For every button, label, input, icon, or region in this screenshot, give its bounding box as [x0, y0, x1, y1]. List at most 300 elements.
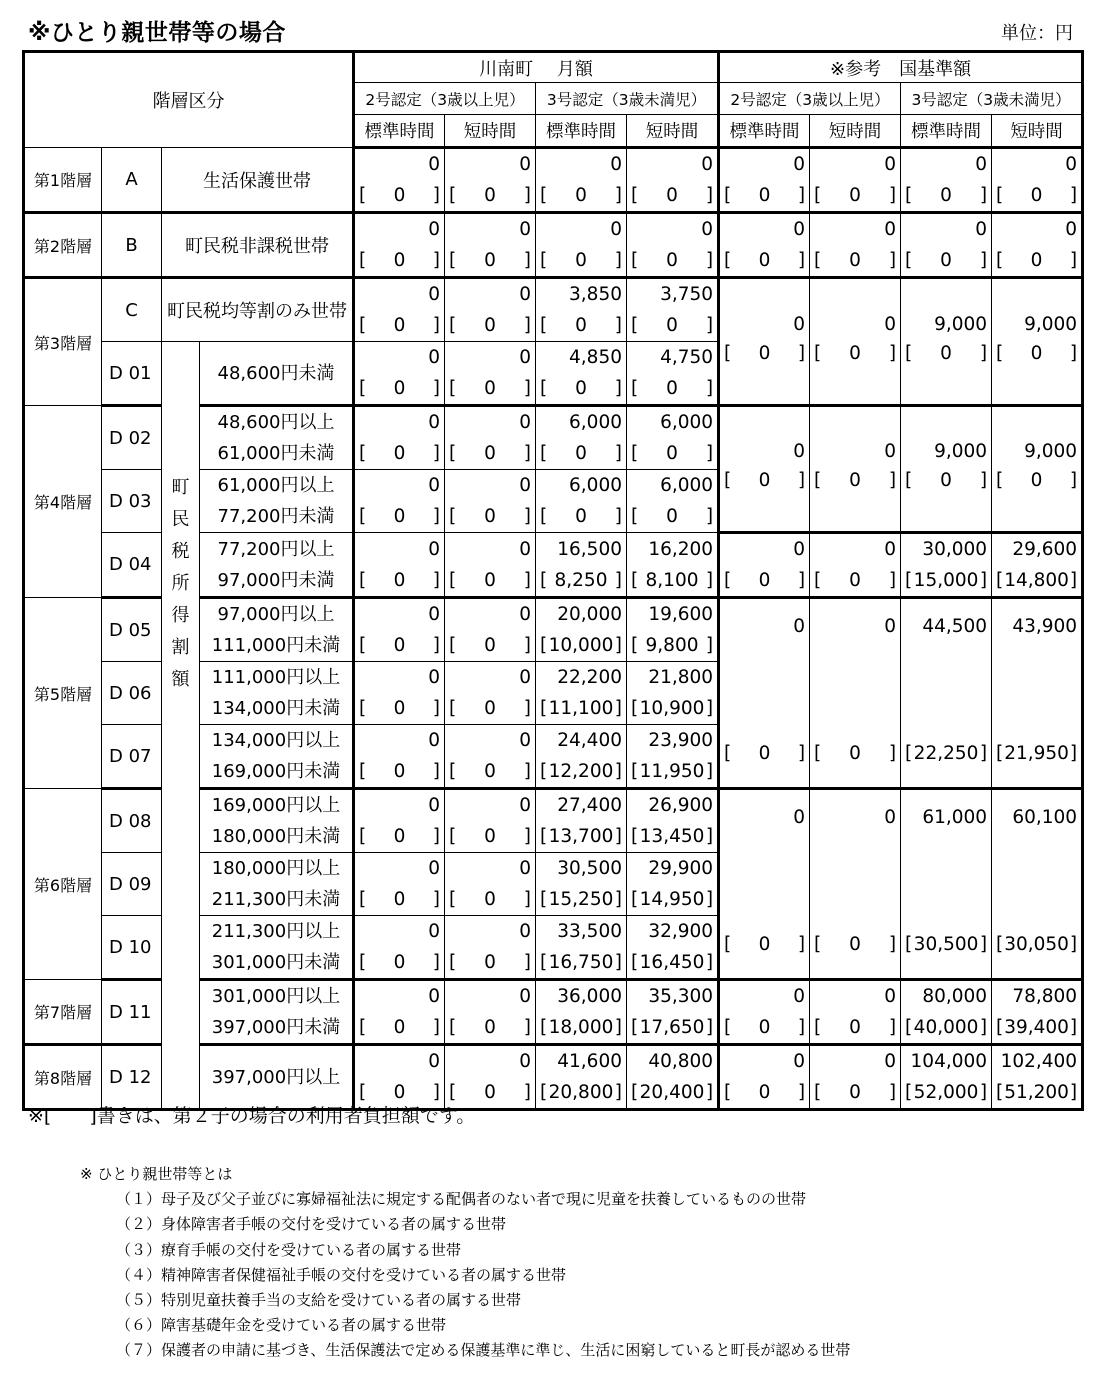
- second-child-value: 0: [575, 250, 587, 271]
- second-child-amount: [536, 821, 626, 852]
- town-fee-cell: [445, 980, 536, 1045]
- open-bracket: [: [540, 698, 548, 719]
- second-child-value: 0: [484, 1017, 496, 1038]
- national-fee-cell: [719, 598, 810, 789]
- close-bracket: ]: [523, 506, 531, 527]
- national-fee-cell: [810, 980, 901, 1045]
- second-child-value: 0: [393, 952, 406, 973]
- amount-value: 9,000: [934, 441, 988, 462]
- second-child-value: 0: [940, 185, 952, 206]
- open-bracket: [: [996, 570, 1004, 591]
- town-fee-cell: [627, 662, 719, 725]
- national-fee-cell: [901, 1045, 992, 1110]
- second-child-value: 22,250: [913, 743, 979, 764]
- page-title: ※ひとり親世帯等の場合: [28, 20, 286, 46]
- second-child-value: 18,000: [548, 1017, 614, 1038]
- amount-value: 0: [793, 313, 806, 335]
- second-child-value: 0: [758, 342, 771, 364]
- national-fee-cell: [901, 406, 992, 533]
- open-bracket: [: [449, 443, 457, 464]
- amount-value: 0: [519, 347, 531, 368]
- second-child-amount: [445, 310, 535, 341]
- second-child-value: 0: [849, 470, 861, 491]
- second-child-amount: [355, 438, 444, 469]
- amount-value: 0: [519, 604, 531, 625]
- second-child-value: 0: [484, 1082, 496, 1103]
- amount-value: 3,750: [660, 284, 714, 305]
- amount-value: 0: [610, 154, 622, 175]
- amount-value: 33,500: [557, 921, 622, 942]
- level-label: 第1階層: [24, 148, 102, 213]
- table-row: [24, 148, 1083, 213]
- income-from: 169,000円以上: [211, 795, 341, 816]
- amount-value: 0: [428, 921, 440, 942]
- close-bracket: ]: [705, 378, 714, 399]
- second-child-value: 20,800: [548, 1082, 614, 1103]
- second-child-amount: [720, 738, 809, 769]
- second-child-amount: [445, 501, 535, 532]
- second-child-value: 14,800: [1004, 570, 1069, 591]
- class-code: D 04: [102, 533, 162, 598]
- open-bracket: [: [449, 761, 457, 782]
- open-bracket: [: [631, 315, 639, 336]
- open-bracket: [: [359, 569, 367, 591]
- open-bracket: [: [814, 570, 822, 591]
- open-bracket: [: [724, 570, 732, 591]
- town-fee-cell: [445, 470, 536, 533]
- close-bracket: ]: [523, 889, 531, 910]
- amount-value: 0: [884, 1051, 897, 1072]
- open-bracket: [: [996, 185, 1004, 206]
- second-child-value: 0: [575, 185, 587, 206]
- open-bracket: [: [359, 952, 367, 973]
- second-child-value: 0: [758, 1082, 771, 1103]
- income-range: [200, 533, 354, 598]
- second-child-amount: [992, 465, 1081, 496]
- town-fee-cell: [445, 853, 536, 916]
- town-fee-cell: [627, 853, 719, 916]
- close-bracket: ]: [432, 185, 440, 206]
- national-fee-cell: [992, 598, 1083, 789]
- close-bracket: ]: [523, 443, 531, 464]
- town-fee-cell: [536, 470, 627, 533]
- open-bracket: [: [359, 1017, 367, 1038]
- national-fee-cell: [901, 278, 992, 406]
- amount-value: 41,600: [557, 1051, 622, 1072]
- national-fee-cell: [719, 278, 810, 406]
- close-bracket: ]: [705, 506, 714, 527]
- town-fee-cell: [536, 980, 627, 1045]
- header-town-cert3: 3号認定（3歳未満児）: [536, 83, 719, 115]
- second-child-amount: [536, 884, 626, 915]
- town-fee-cell: [627, 278, 719, 342]
- close-bracket: ]: [432, 952, 440, 973]
- second-child-value: 0: [666, 443, 678, 464]
- second-child-amount: [810, 929, 900, 960]
- amount-value: 29,600: [1012, 539, 1078, 560]
- amount-value: 0: [428, 347, 440, 368]
- town-fee-cell: [354, 662, 445, 725]
- open-bracket: [: [814, 934, 822, 955]
- second-child-amount: [627, 821, 717, 852]
- income-to: 169,000円未満: [211, 761, 341, 782]
- amount-value: 0: [884, 313, 897, 335]
- open-bracket: [: [359, 635, 367, 656]
- class-code: D 01: [102, 342, 162, 406]
- income-to: 180,000円未満: [211, 826, 341, 847]
- fee-table-body: [24, 148, 1083, 1110]
- open-bracket: [: [359, 185, 367, 206]
- open-bracket: [: [540, 443, 548, 464]
- income-from: 48,600円未満: [217, 362, 335, 384]
- second-child-value: 0: [758, 1017, 771, 1038]
- second-child-amount: [810, 565, 900, 596]
- open-bracket: [: [631, 889, 639, 910]
- income-basis-char: 町: [171, 477, 190, 498]
- close-bracket: ]: [979, 250, 988, 271]
- open-bracket: [: [996, 470, 1004, 491]
- class-code: D 08: [102, 789, 162, 853]
- close-bracket: ]: [888, 1017, 897, 1038]
- amount-value: 104,000: [910, 1051, 988, 1072]
- national-fee-cell: [810, 278, 901, 406]
- income-to: 77,200円未満: [217, 506, 335, 527]
- close-bracket: ]: [614, 698, 622, 719]
- second-child-value: 20,400: [639, 1082, 705, 1103]
- second-child-amount: [720, 929, 809, 960]
- household-type: 生活保護世帯: [162, 148, 354, 213]
- open-bracket: [: [449, 250, 457, 271]
- town-fee-cell: [445, 662, 536, 725]
- close-bracket: ]: [705, 250, 714, 271]
- town-fee-cell: [536, 342, 627, 406]
- close-bracket: ]: [979, 185, 988, 206]
- amount-value: 0: [1065, 154, 1078, 175]
- close-bracket: ]: [614, 952, 622, 973]
- amount-value: 0: [701, 219, 714, 240]
- second-child-amount: [536, 756, 626, 787]
- close-bracket: ]: [523, 826, 531, 847]
- close-bracket: ]: [797, 185, 806, 206]
- second-child-amount: [627, 630, 717, 661]
- table-row: [24, 278, 1083, 342]
- amount-value: 27,400: [557, 795, 622, 816]
- second-child-amount: [445, 756, 535, 787]
- second-child-value: 21,950: [1004, 743, 1069, 764]
- header-national-cert2: 2号認定（3歳以上児）: [719, 83, 901, 115]
- definition-item: （２）身体障害者手帳の交付を受けている者の属する世帯: [116, 1215, 507, 1234]
- second-child-value: 11,950: [639, 761, 705, 782]
- class-code: D 11: [102, 980, 162, 1045]
- close-bracket: ]: [432, 1017, 440, 1038]
- town-fee-cell: [445, 916, 536, 980]
- close-bracket: ]: [1069, 570, 1078, 591]
- close-bracket: ]: [614, 569, 622, 591]
- close-bracket: ]: [888, 470, 897, 491]
- amount-value: 60,100: [1012, 807, 1078, 828]
- second-child-amount: [627, 245, 717, 276]
- amount-value: 0: [793, 219, 806, 240]
- open-bracket: [: [540, 506, 548, 527]
- second-child-amount: [720, 245, 809, 276]
- household-type: 町民税均等割のみ世帯: [162, 278, 354, 342]
- town-fee-cell: [627, 148, 719, 213]
- national-fee-cell: [901, 533, 992, 598]
- close-bracket: ]: [614, 635, 622, 656]
- close-bracket: ]: [432, 506, 440, 527]
- second-child-amount: [445, 1012, 535, 1043]
- close-bracket: ]: [979, 470, 988, 491]
- second-child-value: 16,750: [548, 952, 614, 973]
- open-bracket: [: [631, 1082, 639, 1103]
- second-child-amount: [355, 565, 444, 596]
- town-fee-cell: [445, 1045, 536, 1110]
- open-bracket: [: [631, 250, 639, 271]
- close-bracket: ]: [705, 761, 714, 782]
- town-fee-cell: [536, 789, 627, 853]
- second-child-amount: [355, 756, 444, 787]
- second-child-value: 0: [484, 952, 496, 973]
- close-bracket: ]: [979, 342, 988, 364]
- income-range: [200, 342, 354, 406]
- second-child-amount: [627, 501, 717, 532]
- second-child-value: 17,650: [639, 1017, 705, 1038]
- amount-value: 0: [975, 219, 988, 240]
- town-fee-cell: [445, 148, 536, 213]
- amount-value: 0: [793, 154, 806, 175]
- header-town-c2-standard: 標準時間: [354, 115, 445, 148]
- income-range: [200, 853, 354, 916]
- close-bracket: ]: [614, 378, 622, 399]
- second-child-value: 0: [849, 1082, 861, 1103]
- income-basis-label: [162, 342, 200, 1110]
- open-bracket: [: [359, 506, 367, 527]
- town-fee-cell: [627, 342, 719, 406]
- second-child-value: 0: [393, 889, 406, 910]
- close-bracket: ]: [888, 185, 897, 206]
- second-child-value: 0: [758, 570, 771, 591]
- definition-item: （６）障害基礎年金を受けている者の属する世帯: [116, 1316, 447, 1335]
- level-label: 第7階層: [24, 980, 102, 1045]
- amount-value: 6,000: [660, 475, 714, 496]
- amount-value: 0: [428, 795, 440, 816]
- open-bracket: [: [359, 826, 367, 847]
- second-child-value: 0: [575, 378, 587, 399]
- second-child-value: 0: [484, 185, 496, 206]
- town-fee-cell: [536, 725, 627, 789]
- amount-value: 30,000: [922, 539, 988, 560]
- close-bracket: ]: [614, 185, 622, 206]
- second-child-value: 15,000: [913, 570, 979, 591]
- second-child-amount: [445, 821, 535, 852]
- amount-value: 0: [428, 1051, 440, 1072]
- open-bracket: [: [631, 826, 639, 847]
- second-child-amount: [992, 180, 1081, 211]
- open-bracket: [: [814, 1082, 822, 1103]
- amount-value: 4,750: [660, 347, 714, 368]
- national-fee-cell: [810, 533, 901, 598]
- town-fee-cell: [354, 1045, 445, 1110]
- second-child-value: 0: [849, 1017, 861, 1038]
- second-child-amount: [536, 501, 626, 532]
- national-fee-cell: [901, 148, 992, 213]
- second-child-amount: [627, 310, 717, 341]
- open-bracket: [: [449, 378, 457, 399]
- open-bracket: [: [631, 569, 639, 591]
- class-code: B: [102, 213, 162, 278]
- town-fee-cell: [445, 342, 536, 406]
- amount-value: 0: [519, 667, 531, 688]
- amount-value: 19,600: [648, 604, 714, 625]
- second-child-value: 0: [393, 378, 406, 399]
- class-code: C: [102, 278, 162, 342]
- open-bracket: [: [540, 761, 548, 782]
- unit-label: 単位：円: [1001, 23, 1073, 44]
- town-fee-cell: [627, 980, 719, 1045]
- second-child-amount: [901, 738, 991, 769]
- second-child-value: 0: [484, 635, 496, 656]
- close-bracket: ]: [705, 569, 714, 591]
- level-label: 第5階層: [24, 598, 102, 789]
- open-bracket: [: [905, 342, 913, 364]
- close-bracket: ]: [705, 443, 714, 464]
- second-child-value: 0: [393, 1017, 406, 1038]
- class-code: D 06: [102, 662, 162, 725]
- close-bracket: ]: [432, 443, 440, 464]
- second-child-value: 11,100: [548, 698, 614, 719]
- income-to: 397,000円未満: [211, 1017, 341, 1038]
- second-child-amount: [627, 180, 717, 211]
- close-bracket: ]: [888, 342, 897, 364]
- open-bracket: [: [814, 185, 822, 206]
- class-code: D 12: [102, 1045, 162, 1110]
- definition-item: （１）母子及び父子並びに寡婦福祉法に規定する配偶者のない者で現に児童を扶養しているものの世帯: [116, 1190, 807, 1209]
- amount-value: 0: [519, 154, 531, 175]
- national-fee-cell: [992, 533, 1083, 598]
- table-row: [24, 213, 1083, 278]
- close-bracket: ]: [614, 443, 622, 464]
- second-child-amount: [355, 373, 444, 404]
- open-bracket: [: [540, 250, 548, 271]
- header-national-c2-short: 短時間: [810, 115, 901, 148]
- close-bracket: ]: [523, 1017, 531, 1038]
- national-fee-cell: [810, 1045, 901, 1110]
- national-fee-cell: [719, 213, 810, 278]
- town-fee-cell: [627, 213, 719, 278]
- close-bracket: ]: [614, 506, 622, 527]
- second-child-amount: [627, 438, 717, 469]
- second-child-amount: [901, 338, 991, 369]
- definition-item: （３）療育手帳の交付を受けている者の属する世帯: [116, 1240, 462, 1259]
- second-child-value: 0: [1030, 250, 1043, 271]
- open-bracket: [: [359, 443, 367, 464]
- national-fee-cell: [901, 598, 992, 789]
- amount-value: 0: [884, 539, 897, 560]
- second-child-amount: [720, 1077, 809, 1108]
- open-bracket: [: [359, 250, 367, 271]
- open-bracket: [: [449, 1017, 457, 1038]
- open-bracket: [: [631, 635, 639, 656]
- town-fee-cell: [445, 406, 536, 470]
- income-from: 301,000円以上: [211, 986, 341, 1007]
- close-bracket: ]: [888, 570, 897, 591]
- second-child-value: 0: [393, 826, 406, 847]
- open-bracket: [: [540, 635, 548, 656]
- town-fee-cell: [354, 853, 445, 916]
- income-range: [200, 916, 354, 980]
- amount-value: 0: [884, 616, 897, 637]
- town-fee-cell: [354, 916, 445, 980]
- amount-value: 0: [428, 154, 440, 175]
- town-fee-cell: [536, 916, 627, 980]
- income-from: 134,000円以上: [211, 730, 341, 751]
- second-child-amount: [445, 438, 535, 469]
- second-child-value: 0: [849, 570, 861, 591]
- second-child-amount: [810, 1077, 900, 1108]
- town-fee-cell: [627, 1045, 719, 1110]
- close-bracket: ]: [797, 934, 806, 955]
- town-fee-cell: [627, 789, 719, 853]
- second-child-amount: [810, 465, 900, 496]
- town-fee-cell: [536, 148, 627, 213]
- amount-value: 3,850: [569, 284, 622, 305]
- second-child-amount: [810, 245, 900, 276]
- second-child-amount: [992, 738, 1081, 769]
- second-child-amount: [901, 1077, 991, 1108]
- income-from: 397,000円以上: [211, 1066, 341, 1088]
- town-fee-cell: [445, 725, 536, 789]
- amount-value: 32,900: [648, 921, 714, 942]
- close-bracket: ]: [432, 698, 440, 719]
- household-type: 町民税非課税世帯: [162, 213, 354, 278]
- open-bracket: [: [449, 1082, 457, 1103]
- income-to: 61,000円未満: [217, 443, 335, 464]
- close-bracket: ]: [797, 1082, 806, 1103]
- open-bracket: [: [996, 743, 1004, 764]
- header-town-cert2: 2号認定（3歳以上児）: [354, 83, 536, 115]
- amount-value: 44,500: [922, 616, 988, 637]
- close-bracket: ]: [979, 570, 988, 591]
- second-child-amount: [536, 310, 626, 341]
- open-bracket: [: [905, 934, 913, 955]
- second-child-value: 0: [940, 250, 952, 271]
- open-bracket: [: [996, 934, 1004, 955]
- town-fee-cell: [536, 278, 627, 342]
- second-child-value: 0: [1030, 342, 1043, 364]
- second-child-amount: [445, 245, 535, 276]
- header-national-reference: ※参考 国基準額: [719, 52, 1083, 83]
- second-child-amount: [720, 338, 809, 369]
- town-fee-cell: [445, 789, 536, 853]
- second-child-value: 0: [849, 250, 861, 271]
- income-basis-char: 所: [171, 573, 190, 594]
- second-child-amount: [445, 565, 535, 596]
- second-child-amount: [627, 1012, 717, 1043]
- open-bracket: [: [540, 889, 548, 910]
- level-label: 第3階層: [24, 278, 102, 406]
- amount-value: 35,300: [648, 986, 714, 1007]
- national-fee-cell: [992, 213, 1083, 278]
- open-bracket: [: [631, 185, 639, 206]
- close-bracket: ]: [523, 1082, 531, 1103]
- open-bracket: [: [996, 1017, 1004, 1038]
- open-bracket: [: [996, 250, 1004, 271]
- second-child-value: 0: [393, 635, 406, 656]
- header-national-c3-standard: 標準時間: [901, 115, 992, 148]
- second-child-amount: [536, 373, 626, 404]
- close-bracket: ]: [797, 250, 806, 271]
- class-code: A: [102, 148, 162, 213]
